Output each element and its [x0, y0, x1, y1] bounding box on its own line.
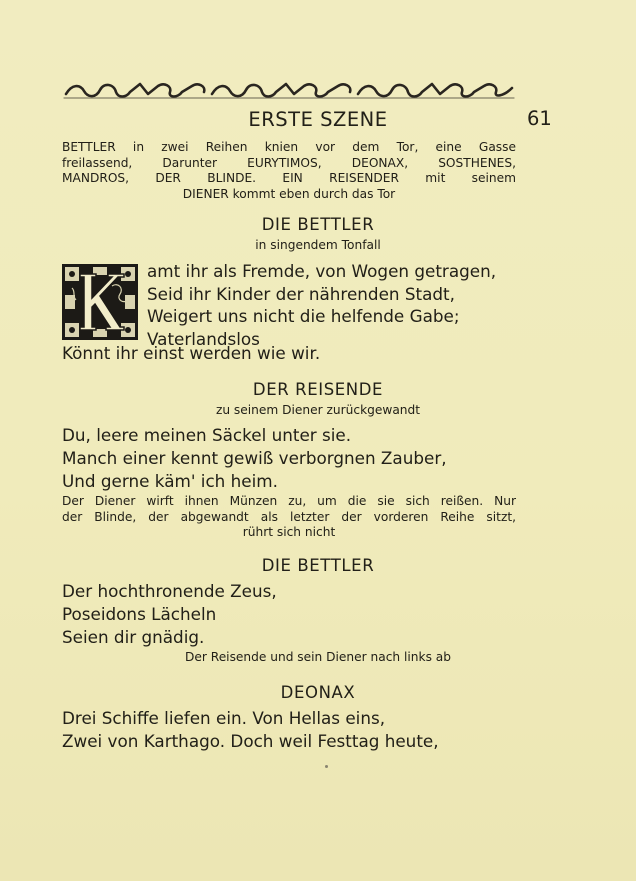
print-speck	[325, 765, 328, 768]
verse-block	[62, 424, 447, 493]
stage-direction-line: BETTLER in zwei Reihen knien vor dem Tor, eine Gasse	[62, 140, 516, 154]
verse-line: Zwei von Karthago. Doch weil Festtag heute,	[62, 731, 439, 751]
stage-direction-line: Der Diener wirft ihnen Münzen zu, um die sie sich reißen. Nur	[62, 494, 516, 508]
stage-direction-line: rührt sich nicht	[242, 525, 336, 539]
stage-direction-line: der Blinde, der abgewandt als letzter der vorderen Reihe sitzt,	[62, 509, 516, 524]
speaker-name: DIE BETTLER	[261, 556, 375, 575]
speaker-name: DEONAX	[280, 683, 356, 702]
verse-line: Seien dir gnädig.	[62, 627, 205, 647]
verse-line: Du, leere meinen Säckel unter sie.	[62, 425, 352, 445]
verse-line: Vaterlandslos	[147, 328, 260, 349]
scene-title: ERSTE SZENE	[248, 108, 388, 131]
speaker-name: DIE BETTLER	[261, 215, 375, 234]
speaker-name: DER REISENDE	[252, 380, 384, 399]
verse-line: Könnt ihr einst werden wie wir.	[62, 343, 321, 363]
stage-direction-inline: in singendem Tonfall	[255, 238, 381, 252]
verse-line: Seid ihr Kinder der nährenden Stadt,	[147, 283, 455, 304]
stage-direction	[62, 140, 516, 202]
stage-direction-inline: Der Reisende und sein Diener nach links ab	[185, 650, 451, 664]
verse-block	[62, 342, 320, 365]
decorative-wave-border-icon	[62, 80, 516, 102]
verse-line: Und gerne käm' ich heim.	[62, 471, 278, 491]
verse-line: Poseidons Lächeln	[62, 604, 217, 624]
stage-direction-line: DIENER kommt eben durch das Tor	[182, 186, 396, 201]
verse-line: Manch einer kennt gewiß verborgnen Zauber,	[62, 448, 447, 468]
stage-direction-inline: zu seinem Diener zurückgewandt	[215, 403, 421, 417]
verse-line: Weigert uns nicht die helfende Gabe;	[147, 306, 460, 326]
illuminated-initial-k-icon	[62, 264, 138, 340]
verse-line: Drei Schiffe liefen ein. Von Hellas eins,	[62, 708, 386, 728]
verse-block	[62, 707, 439, 753]
verse-line: Der hochthronende Zeus,	[62, 581, 277, 601]
verse-dropcap-block	[147, 260, 496, 350]
stage-direction-line: freilassend, Darunter EURYTIMOS, DEONAX, SOSTHENES,	[62, 155, 516, 170]
stage-direction	[62, 494, 516, 541]
page-number: 61	[527, 107, 552, 130]
verse-block	[62, 580, 277, 649]
stage-direction-line: MANDROS, DER BLINDE. EIN REISENDER mit seinem	[62, 171, 516, 185]
verse-line: amt ihr als Fremde, von Wogen getragen,	[147, 261, 497, 281]
